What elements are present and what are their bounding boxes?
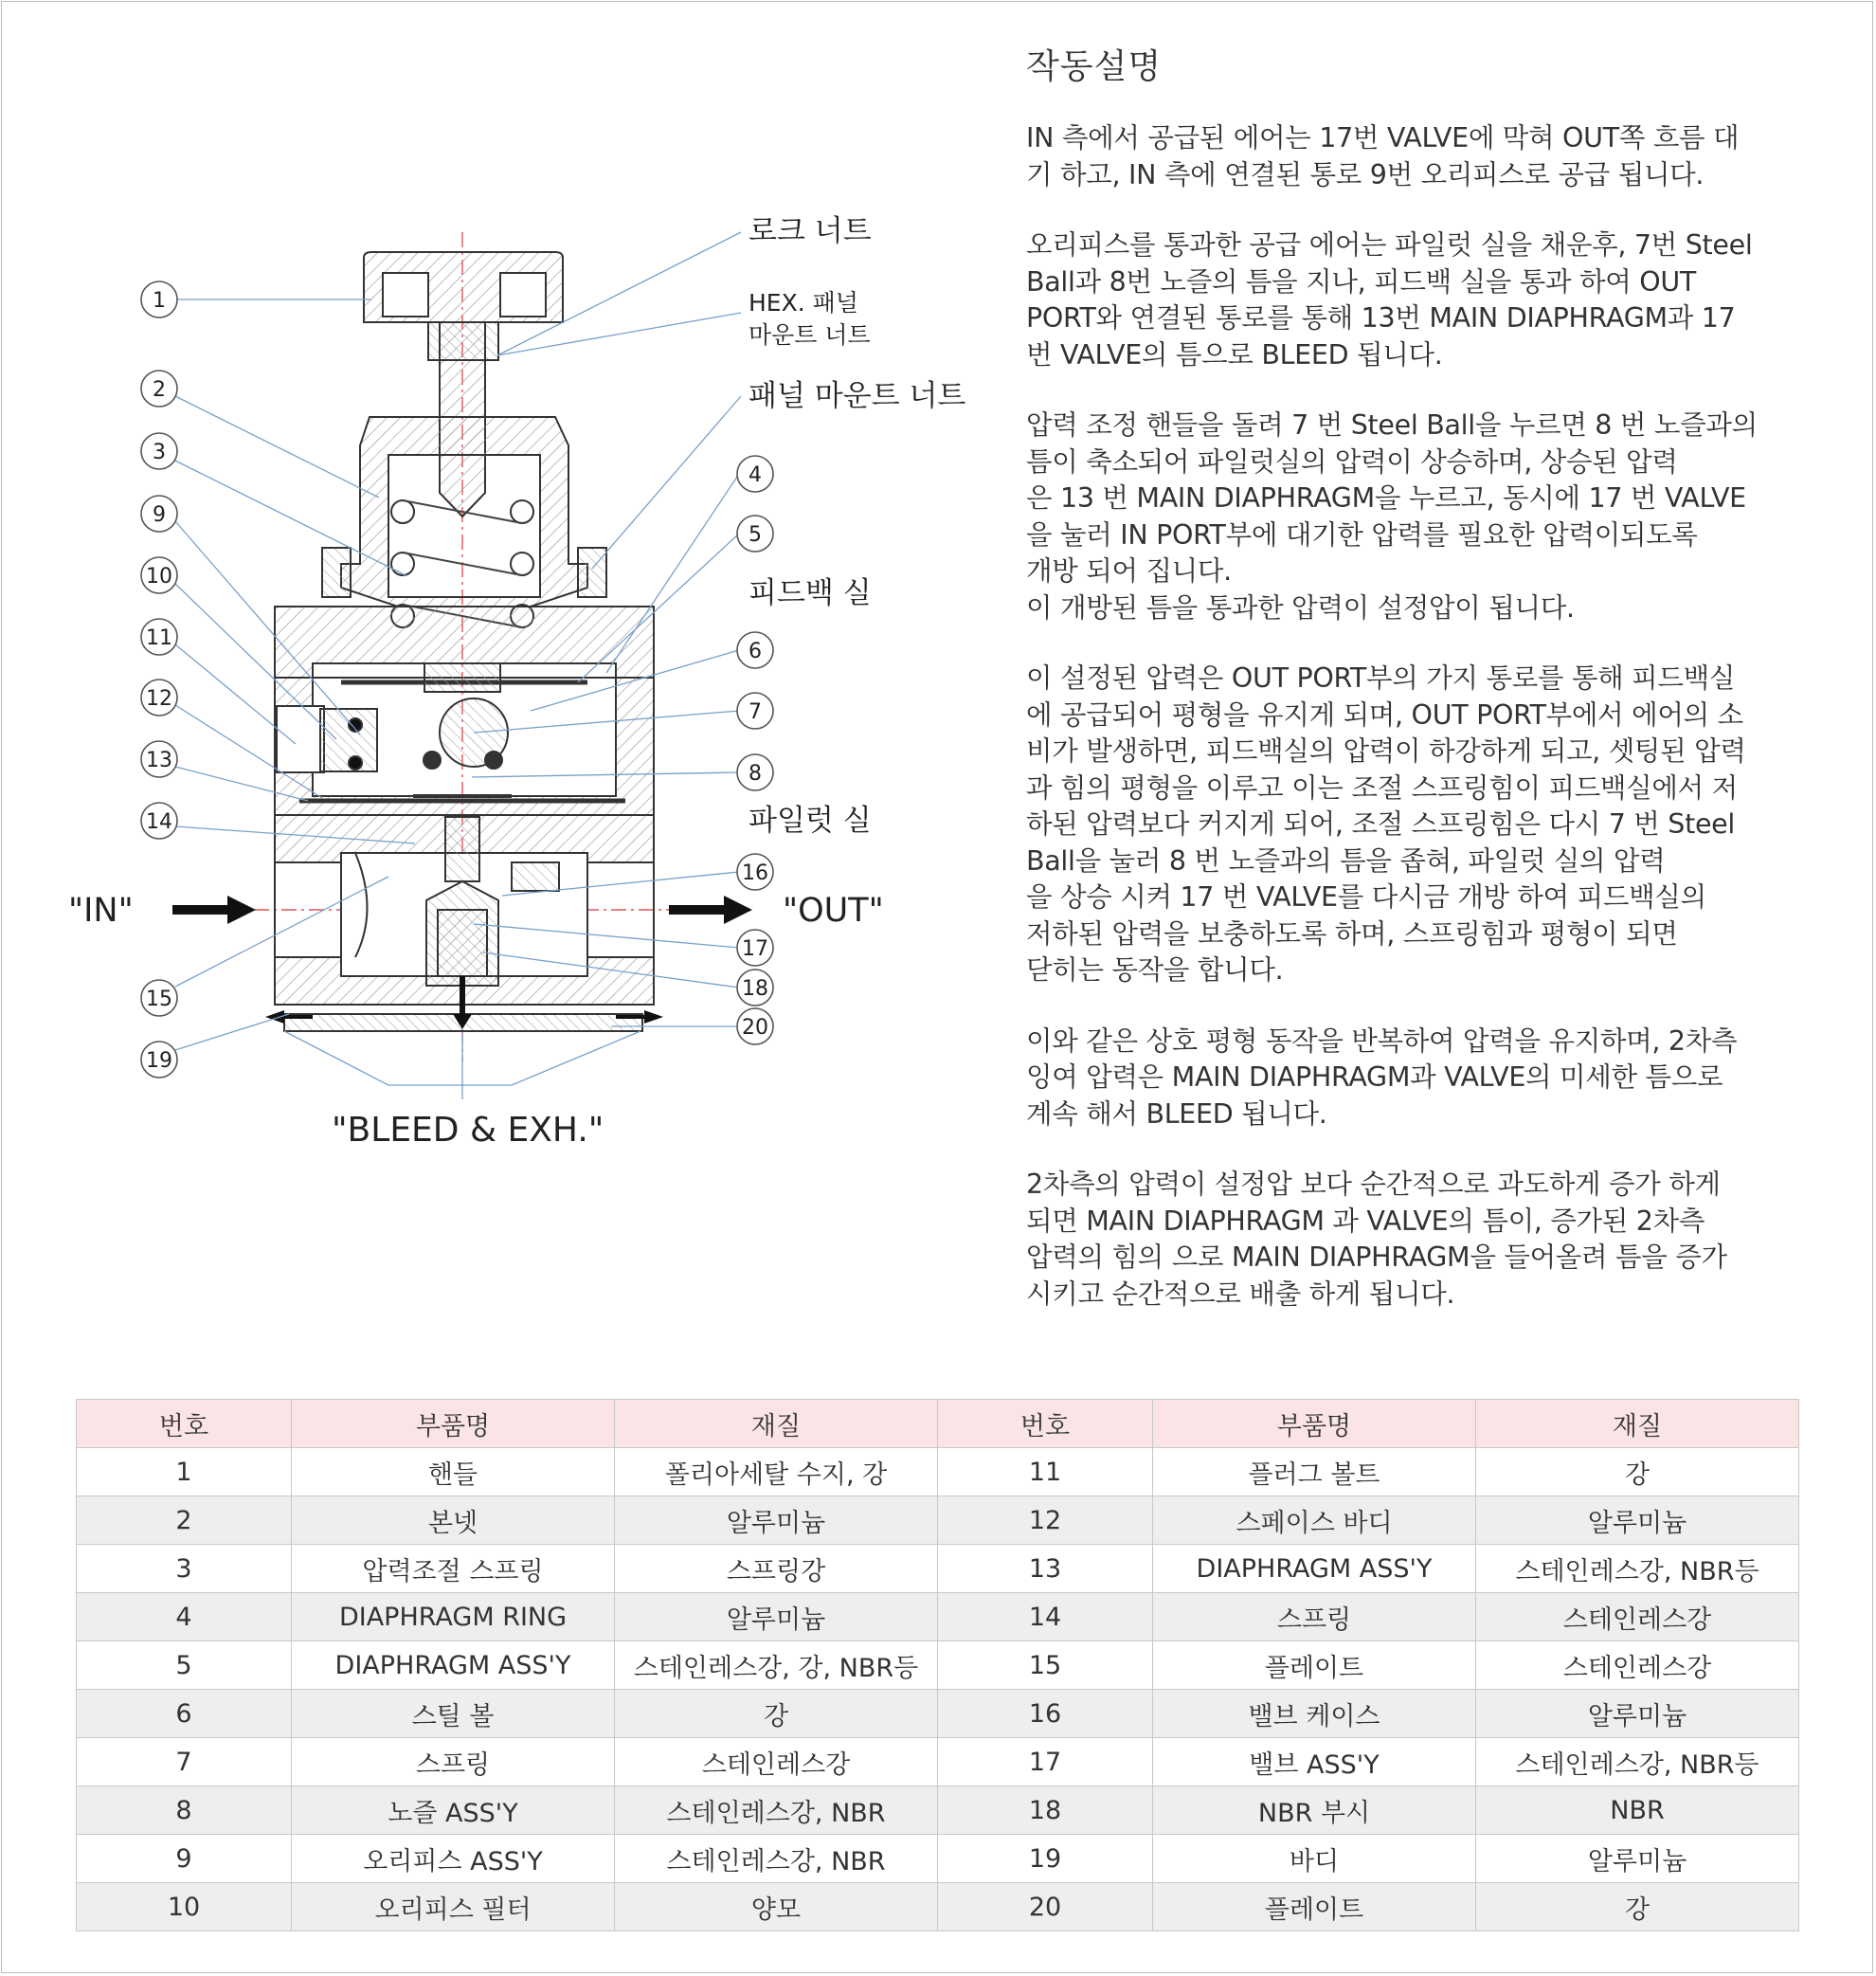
- description-paragraph-1: IN 측에서 공급된 에어는 17번 VALVE에 막혀 OUT쪽 흐름 대 기 하고, IN 측에 연결된 통로 9번 오리피스로 공급 됩니다.: [1026, 122, 1740, 190]
- cell-no: 11: [938, 1448, 1153, 1496]
- cell-no: 15: [938, 1641, 1153, 1690]
- header-material: 재질: [615, 1400, 938, 1448]
- description-paragraph-3: 압력 조정 핸들을 돌려 7 번 Steel Ball을 누르면 8 번 노즐과의 틈이 축소되어 파일럿실의 압력이 상승하며, 상승된 압력 은 13 번 MAIN DIAPHRAGM을 누르고, 동시에 17 번 VALVE 을 눌러 IN PORT부에 대기한 압력를 필요한 압력이되도록 개방 되어 집니다. 이 개방된 틈을 통과한 압력이 설정압이 됩니다.: [1026, 409, 1758, 624]
- cell-part-name: NBR 부시: [1153, 1786, 1476, 1835]
- cell-no: 10: [77, 1883, 292, 1931]
- callout-16: 16: [742, 861, 768, 885]
- table-row: [77, 1738, 1799, 1786]
- callout-2: 2: [153, 378, 166, 402]
- cell-material: 알루미늄: [615, 1593, 938, 1641]
- cell-material: 알루미늄: [1476, 1690, 1799, 1738]
- cell-part-name: 플레이트: [1153, 1641, 1476, 1690]
- callout-11: 11: [146, 626, 172, 650]
- cell-part-name: 스페이스 바디: [1153, 1496, 1476, 1545]
- cell-part-name: 스틸 볼: [292, 1690, 615, 1738]
- cell-no: 13: [938, 1545, 1153, 1593]
- cell-part-name: 핸들: [292, 1448, 615, 1496]
- cell-material: 폴리아세탈 수지, 강: [615, 1448, 938, 1496]
- table-header-row: [77, 1400, 1799, 1448]
- label-bleed-exh: "BLEED & EXH.": [332, 1111, 604, 1150]
- cell-material: 스테인레스강, 강, NBR등: [615, 1641, 938, 1690]
- cell-material: 강: [615, 1690, 938, 1738]
- callout-4: 4: [749, 463, 762, 487]
- label-pilot-chamber: 파일럿 실: [749, 804, 872, 838]
- operation-description: [1026, 40, 1831, 1347]
- cell-no: 14: [938, 1593, 1153, 1641]
- cell-material: 스프링강: [615, 1545, 938, 1593]
- cell-part-name: 스프링: [292, 1738, 615, 1786]
- cell-material: 스테인레스강, NBR등: [1476, 1545, 1799, 1593]
- cell-part-name: DIAPHRAGM ASS'Y: [292, 1641, 615, 1690]
- cell-material: 양모: [615, 1883, 938, 1931]
- callout-6: 6: [749, 640, 762, 663]
- callout-3: 3: [153, 441, 166, 464]
- callout-14: 14: [146, 810, 172, 834]
- cell-no: 3: [77, 1545, 292, 1593]
- callout-13: 13: [146, 749, 172, 772]
- table-row: [77, 1641, 1799, 1690]
- cell-material: 알루미늄: [1476, 1835, 1799, 1883]
- cell-part-name: DIAPHRAGM ASS'Y: [1153, 1545, 1476, 1593]
- cell-part-name: 노즐 ASS'Y: [292, 1786, 615, 1835]
- cell-part-name: 플레이트: [1153, 1883, 1476, 1931]
- callout-19: 19: [146, 1049, 172, 1073]
- label-hex-panel-nut-line1: HEX. 패널: [749, 289, 858, 317]
- table-row: [77, 1786, 1799, 1835]
- cell-part-name: 스프링: [1153, 1593, 1476, 1641]
- cell-part-name: 본넷: [292, 1496, 615, 1545]
- callout-7: 7: [749, 700, 762, 724]
- cell-material: NBR: [1476, 1786, 1799, 1835]
- cell-no: 19: [938, 1835, 1153, 1883]
- callout-15: 15: [146, 988, 172, 1011]
- cell-no: 8: [77, 1786, 292, 1835]
- cell-material: 스테인레스강, NBR: [615, 1835, 938, 1883]
- header-no: 번호: [77, 1400, 292, 1448]
- cell-no: 7: [77, 1738, 292, 1786]
- cell-material: 스테인레스강, NBR등: [1476, 1738, 1799, 1786]
- cell-no: 1: [77, 1448, 292, 1496]
- cell-material: 알루미늄: [615, 1496, 938, 1545]
- label-hex-panel-nut-line2: 마운트 너트: [749, 321, 871, 349]
- cell-part-name: 압력조절 스프링: [292, 1545, 615, 1593]
- cell-part-name: 밸브 케이스: [1153, 1690, 1476, 1738]
- label-panel-mount-nut: 패널 마운트 너트: [749, 379, 966, 413]
- cell-no: 9: [77, 1835, 292, 1883]
- table-row: [77, 1883, 1799, 1931]
- cell-part-name: 오리피스 필터: [292, 1883, 615, 1931]
- table-row: [77, 1593, 1799, 1641]
- cell-part-name: 플러그 볼트: [1153, 1448, 1476, 1496]
- cell-no: 6: [77, 1690, 292, 1738]
- description-title: 작동설명: [1026, 47, 1163, 86]
- cell-material: 스테인레스강: [1476, 1593, 1799, 1641]
- table-row: [77, 1496, 1799, 1545]
- label-in: "IN": [68, 892, 134, 930]
- regulator-cross-section-diagram: [0, 0, 1004, 1194]
- label-lock-nut: 로크 너트: [749, 214, 872, 248]
- cell-no: 17: [938, 1738, 1153, 1786]
- callout-17: 17: [742, 937, 768, 961]
- header-no: 번호: [938, 1400, 1153, 1448]
- parts-table: [76, 1399, 1799, 1931]
- callout-10: 10: [146, 565, 172, 589]
- table-row: [77, 1448, 1799, 1496]
- cell-no: 16: [938, 1690, 1153, 1738]
- header-material: 재질: [1476, 1400, 1799, 1448]
- cell-material: 스테인레스강: [1476, 1641, 1799, 1690]
- callout-1: 1: [153, 289, 166, 313]
- cell-no: 2: [77, 1496, 292, 1545]
- label-feedback-chamber: 피드백 실: [749, 576, 872, 610]
- header-part-name: 부품명: [1153, 1400, 1476, 1448]
- description-paragraph-6: 2차측의 압력이 설정압 보다 순간적으로 과도하게 증가 하게 되면 MAIN DIAPHRAGM 과 VALVE의 틈이, 증가된 2차측 압력의 힘의 으로 MAIN DIAPHRAGM을 들어올려 틈을 증가 시키고 순간적으로 배출 하게 됩니다.: [1026, 1169, 1727, 1310]
- cell-no: 18: [938, 1786, 1153, 1835]
- cell-part-name: 밸브 ASS'Y: [1153, 1738, 1476, 1786]
- table-row: [77, 1690, 1799, 1738]
- cell-no: 5: [77, 1641, 292, 1690]
- out-arrow: [669, 896, 752, 924]
- description-paragraph-2: 오리피스를 통과한 공급 에어는 파일럿 실을 채운후, 7번 Steel Ball과 8번 노즐의 틈을 지나, 피드백 실을 통과 하여 OUT PORT와 연결된 통로를 통해 13번 MAIN DIAPHRAGM과 17 번 VALVE의 틈으로 BLEED 됩니다.: [1026, 229, 1753, 371]
- table-row: [77, 1835, 1799, 1883]
- cell-material: 강: [1476, 1883, 1799, 1931]
- callout-9: 9: [153, 503, 166, 527]
- callout-18: 18: [742, 977, 768, 1001]
- callout-5: 5: [749, 523, 762, 547]
- callout-20: 20: [742, 1016, 768, 1040]
- table-row: [77, 1545, 1799, 1593]
- cell-no: 4: [77, 1593, 292, 1641]
- callout-8: 8: [749, 762, 762, 786]
- description-paragraph-5: 이와 같은 상호 평형 동작을 반복하여 압력을 유지하며, 2차측 잉여 압력은 MAIN DIAPHRAGM과 VALVE의 미세한 틈으로 계속 해서 BLEED 됩니다.: [1026, 1024, 1738, 1130]
- cell-part-name: DIAPHRAGM RING: [292, 1593, 615, 1641]
- cell-material: 스테인레스강, NBR: [615, 1786, 938, 1835]
- in-arrow: [172, 896, 256, 924]
- callout-12: 12: [146, 687, 172, 711]
- cell-part-name: 바디: [1153, 1835, 1476, 1883]
- cell-material: 스테인레스강: [615, 1738, 938, 1786]
- header-part-name: 부품명: [292, 1400, 615, 1448]
- description-paragraph-4: 이 설정된 압력은 OUT PORT부의 가지 통로를 통해 피드백실 에 공급되어 평형을 유지게 되며, OUT PORT부에서 에어의 소 비가 발생하면, 피드백실의 압력이 하강하게 되고, 셋팅된 압력 과 힘의 평형을 이루고 이는 조절 스프링힘이 피드백실에서 저 하된 압력보다 커지게 되어, 조절 스프링힘은 다시 7 번 Steel Ball을 눌러 8 번 노즐과의 틈을 좁혀, 파일럿 실의 압력 을 상승 시켜 17 번 VALVE를 다시금 개방 하여 피드백실의 저하된 압력을 보충하도록 하며, 스프링힘과 평형이 되면 닫히는 동작을 합니다.: [1026, 662, 1746, 986]
- cell-no: 12: [938, 1496, 1153, 1545]
- cell-material: 알루미늄: [1476, 1496, 1799, 1545]
- cell-material: 강: [1476, 1448, 1799, 1496]
- label-out: "OUT": [783, 892, 884, 930]
- cell-no: 20: [938, 1883, 1153, 1931]
- cell-part-name: 오리피스 ASS'Y: [292, 1835, 615, 1883]
